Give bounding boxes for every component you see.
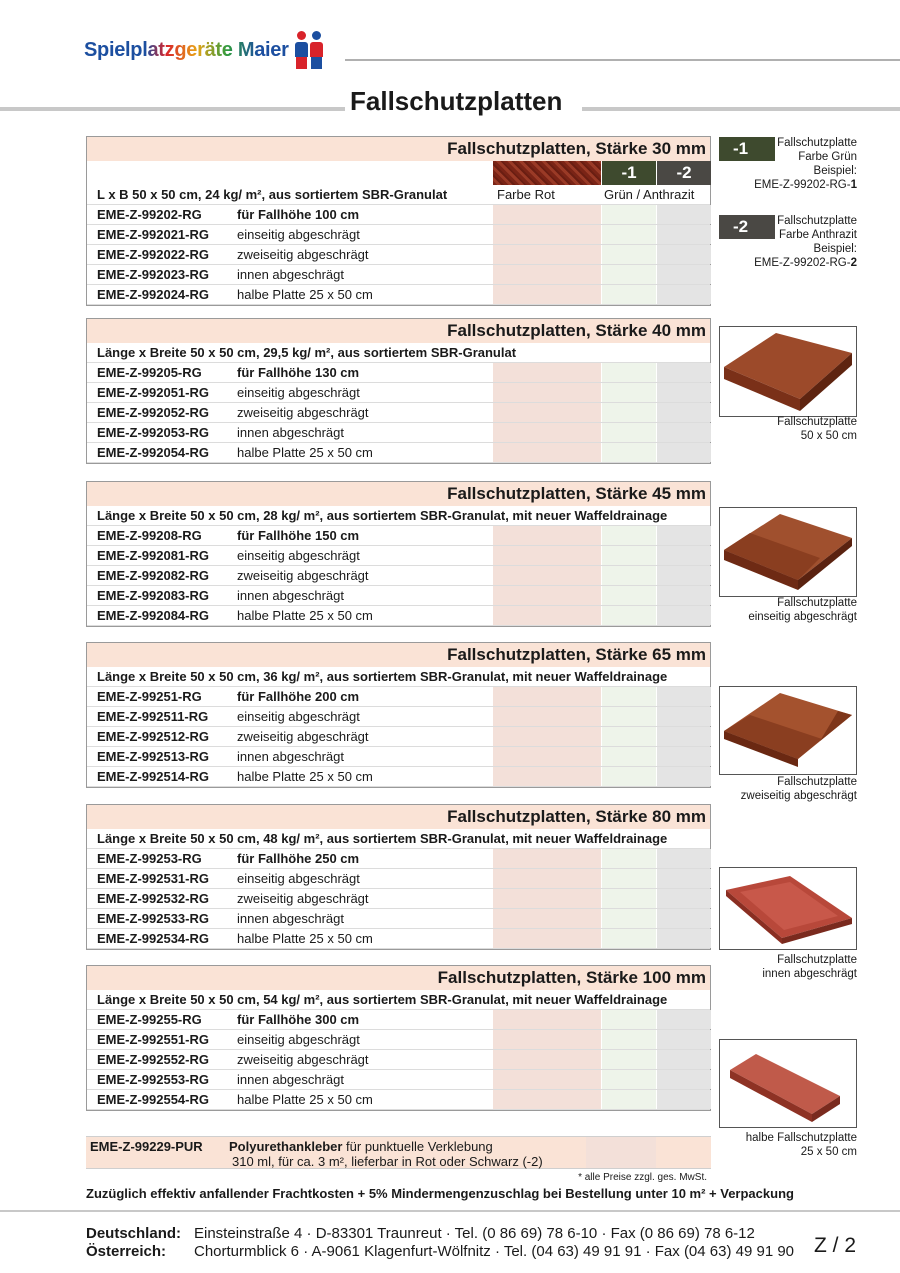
price-cell-anthrazit <box>657 1030 711 1049</box>
article-code: EME-Z-992533-RG <box>97 911 209 926</box>
table-row <box>87 909 710 929</box>
title-rule-left <box>0 107 345 111</box>
article-desc: einseitig abgeschrägt <box>237 227 360 242</box>
article-desc: halbe Platte 25 x 50 cm <box>237 931 373 946</box>
price-cell-rot <box>493 566 601 585</box>
article-code: EME-Z-992082-RG <box>97 568 209 583</box>
table-row <box>87 1070 710 1090</box>
logo-text: Spielplatzgeräte Maier <box>84 38 289 61</box>
address-de: Deutschland: Einsteinstraße 4 · D-83301 Traunreut · Tel. (0 86 69) 78 6-10 · Fax (0 86 69) 78 6-12 <box>86 1225 755 1242</box>
article-desc: zweiseitig abgeschrägt <box>237 729 369 744</box>
price-cell-gruen <box>602 285 656 304</box>
article-code: EME-Z-992081-RG <box>97 548 209 563</box>
price-cell-gruen <box>602 586 656 605</box>
image-caption-3: Fallschutzplatte zweiseitig abgeschrägt <box>740 776 857 802</box>
price-cell-gruen <box>602 546 656 565</box>
pur-code: EME-Z-99229-PUR <box>90 1139 203 1154</box>
price-cell-rot <box>493 727 601 746</box>
price-cell-gruen <box>602 225 656 244</box>
swatch-anthrazit: -2 <box>657 161 711 185</box>
spec-row <box>87 185 710 205</box>
price-cell-gruen <box>602 403 656 422</box>
article-desc: innen abgeschrägt <box>237 1072 344 1087</box>
product-block <box>86 642 711 788</box>
article-code: EME-Z-992024-RG <box>97 287 209 302</box>
article-desc: für Fallhöhe 100 cm <box>237 207 360 222</box>
article-code: EME-Z-992513-RG <box>97 749 209 764</box>
table-row <box>87 1010 710 1030</box>
article-code: EME-Z-992553-RG <box>97 1072 209 1087</box>
table-row <box>87 225 710 245</box>
article-code: EME-Z-992511-RG <box>97 709 209 724</box>
price-cell-anthrazit <box>657 566 711 585</box>
pur-price-cell <box>586 1137 656 1168</box>
logo <box>84 30 323 70</box>
price-cell-anthrazit <box>657 1010 711 1029</box>
price-cell-anthrazit <box>657 363 711 382</box>
article-code: EME-Z-992554-RG <box>97 1092 209 1107</box>
price-cell-rot <box>493 1010 601 1029</box>
image-caption-4: Fallschutzplatte innen abgeschrägt <box>762 954 857 980</box>
footer-rule <box>0 1210 900 1212</box>
price-cell-rot <box>493 205 601 224</box>
table-row <box>87 265 710 285</box>
price-cell-gruen <box>602 1030 656 1049</box>
price-cell-gruen <box>602 909 656 928</box>
block-heading: Fallschutzplatten, Stärke 65 mm <box>87 643 710 667</box>
price-cell-rot <box>493 889 601 908</box>
label-gruen-anthrazit: Grün / Anthrazit <box>604 187 695 202</box>
label-farbe-rot: Farbe Rot <box>497 187 555 202</box>
block-heading: Fallschutzplatten, Stärke 100 mm <box>87 966 710 990</box>
article-code: EME-Z-992532-RG <box>97 891 209 906</box>
spec-row: Länge x Breite 50 x 50 cm, 28 kg/ m², aus sortiertem SBR-Granulat, mit neuer Waffeldrainage <box>87 506 710 526</box>
article-desc: zweiseitig abgeschrägt <box>237 405 369 420</box>
article-desc: zweiseitig abgeschrägt <box>237 247 369 262</box>
price-cell-gruen <box>602 1010 656 1029</box>
price-cell-anthrazit <box>657 849 711 868</box>
table-row <box>87 707 710 727</box>
product-image-halbe <box>719 1039 857 1128</box>
article-desc: für Fallhöhe 300 cm <box>237 1012 360 1027</box>
price-cell-gruen <box>602 205 656 224</box>
article-desc: innen abgeschrägt <box>237 911 344 926</box>
price-cell-gruen <box>602 383 656 402</box>
price-cell-rot <box>493 245 601 264</box>
price-cell-rot <box>493 869 601 888</box>
article-desc: innen abgeschrägt <box>237 267 344 282</box>
price-cell-gruen <box>602 747 656 766</box>
article-desc: einseitig abgeschrägt <box>237 1032 360 1047</box>
article-code: EME-Z-992053-RG <box>97 425 209 440</box>
price-cell-gruen <box>602 363 656 382</box>
price-cell-anthrazit <box>657 205 711 224</box>
table-row <box>87 586 710 606</box>
price-cell-rot <box>493 1090 601 1109</box>
legend-anthrazit-line3: Beispiel: <box>813 243 857 255</box>
article-desc: innen abgeschrägt <box>237 425 344 440</box>
badge-gruen: -1 <box>719 137 775 161</box>
table-row <box>87 889 710 909</box>
price-cell-anthrazit <box>657 1050 711 1069</box>
price-cell-gruen <box>602 889 656 908</box>
price-cell-anthrazit <box>657 225 711 244</box>
article-code: EME-Z-992083-RG <box>97 588 209 603</box>
price-cell-rot <box>493 285 601 304</box>
legend-gruen-line3: Beispiel: <box>813 165 857 177</box>
article-code: EME-Z-99208-RG <box>97 528 202 543</box>
article-desc: zweiseitig abgeschrägt <box>237 568 369 583</box>
swatch-gruen: -1 <box>602 161 656 185</box>
price-cell-anthrazit <box>657 1070 711 1089</box>
image-caption-2: Fallschutzplatte einseitig abgeschrägt <box>748 597 857 623</box>
price-cell-anthrazit <box>657 909 711 928</box>
price-cell-anthrazit <box>657 869 711 888</box>
product-image-innen <box>719 867 857 950</box>
legend-gruen <box>740 136 857 192</box>
image-caption-1: Fallschutzplatte 50 x 50 cm <box>777 416 857 442</box>
article-code: EME-Z-99205-RG <box>97 365 202 380</box>
price-cell-gruen <box>602 687 656 706</box>
article-code: EME-Z-992534-RG <box>97 931 209 946</box>
table-row <box>87 747 710 767</box>
price-cell-rot <box>493 687 601 706</box>
price-cell-anthrazit <box>657 1090 711 1109</box>
price-cell-gruen <box>602 526 656 545</box>
article-desc: innen abgeschrägt <box>237 588 344 603</box>
table-row <box>87 383 710 403</box>
table-row <box>87 929 710 949</box>
price-cell-anthrazit <box>657 929 711 948</box>
table-row <box>87 1090 710 1110</box>
price-cell-gruen <box>602 1050 656 1069</box>
price-cell-gruen <box>602 929 656 948</box>
article-code: EME-Z-99253-RG <box>97 851 202 866</box>
table-row <box>87 1050 710 1070</box>
article-desc: innen abgeschrägt <box>237 749 344 764</box>
spec-row: Länge x Breite 50 x 50 cm, 54 kg/ m², aus sortiertem SBR-Granulat, mit neuer Waffeldrainage <box>87 990 710 1010</box>
block-heading: Fallschutzplatten, Stärke 80 mm <box>87 805 710 829</box>
price-cell-anthrazit <box>657 245 711 264</box>
table-row <box>87 687 710 707</box>
price-cell-anthrazit <box>657 727 711 746</box>
product-image-einseitig <box>719 507 857 597</box>
article-desc: einseitig abgeschrägt <box>237 871 360 886</box>
logo-figures-icon <box>295 31 323 69</box>
price-cell-rot <box>493 909 601 928</box>
table-row <box>87 869 710 889</box>
price-cell-rot <box>493 929 601 948</box>
table-row <box>87 546 710 566</box>
page-title: Fallschutzplatten <box>350 86 563 116</box>
table-row <box>87 767 710 787</box>
article-desc: halbe Platte 25 x 50 cm <box>237 1092 373 1107</box>
article-code: EME-Z-992552-RG <box>97 1052 209 1067</box>
legend-anthrazit-line1: Fallschutzplatte <box>777 215 857 227</box>
price-cell-rot <box>493 1070 601 1089</box>
price-cell-rot <box>493 586 601 605</box>
product-block <box>86 965 711 1111</box>
price-cell-rot <box>493 1050 601 1069</box>
price-cell-gruen <box>602 1090 656 1109</box>
page-number: Z / 2 <box>814 1234 857 1257</box>
price-cell-gruen <box>602 443 656 462</box>
price-cell-rot <box>493 363 601 382</box>
spec-row: Länge x Breite 50 x 50 cm, 29,5 kg/ m², aus sortiertem SBR-Granulat <box>87 343 710 363</box>
article-code: EME-Z-992021-RG <box>97 227 209 242</box>
price-cell-anthrazit <box>657 443 711 462</box>
table-row <box>87 205 710 225</box>
table-row <box>87 443 710 463</box>
price-cell-anthrazit <box>657 546 711 565</box>
address-at: Österreich: Chorturmblick 6 · A-9061 Klagenfurt-Wölfnitz · Tel. (04 63) 49 91 91 · Fax (04 63) 49 91 90 <box>86 1243 795 1260</box>
article-desc: einseitig abgeschrägt <box>237 709 360 724</box>
table-row <box>87 849 710 869</box>
article-code: EME-Z-992531-RG <box>97 871 209 886</box>
price-cell-gruen <box>602 869 656 888</box>
price-cell-rot <box>493 443 601 462</box>
price-cell-rot <box>493 767 601 786</box>
product-image-zweiseitig <box>719 686 857 775</box>
price-cell-gruen <box>602 423 656 442</box>
article-code: EME-Z-992054-RG <box>97 445 209 460</box>
image-caption-5: halbe Fallschutzplatte 25 x 50 cm <box>745 1132 857 1158</box>
price-cell-anthrazit <box>657 285 711 304</box>
price-cell-anthrazit <box>657 265 711 284</box>
title-rule-right <box>582 107 900 111</box>
price-cell-rot <box>493 747 601 766</box>
legend-gruen-line4: EME-Z-99202-RG-1 <box>754 179 857 191</box>
table-row <box>87 1030 710 1050</box>
table-row <box>87 423 710 443</box>
legend-anthrazit-line2: Farbe Anthrazit <box>779 229 857 241</box>
price-cell-rot <box>493 1030 601 1049</box>
price-cell-gruen <box>602 265 656 284</box>
pur-text1: Polyurethankleber für punktuelle Verklebung <box>229 1139 493 1154</box>
table-row <box>87 403 710 423</box>
article-desc: einseitig abgeschrägt <box>237 385 360 400</box>
article-desc: halbe Platte 25 x 50 cm <box>237 769 373 784</box>
product-block <box>86 804 711 950</box>
article-code: EME-Z-992551-RG <box>97 1032 209 1047</box>
vat-note: * alle Preise zzgl. ges. MwSt. <box>578 1172 707 1183</box>
article-code: EME-Z-992512-RG <box>97 729 209 744</box>
price-cell-gruen <box>602 566 656 585</box>
table-row <box>87 606 710 626</box>
article-code: EME-Z-992051-RG <box>97 385 209 400</box>
article-code: EME-Z-99251-RG <box>97 689 202 704</box>
color-swatch-row <box>87 161 710 185</box>
swatch-rot <box>493 161 601 185</box>
article-desc: für Fallhöhe 130 cm <box>237 365 360 380</box>
article-desc: einseitig abgeschrägt <box>237 548 360 563</box>
price-cell-anthrazit <box>657 707 711 726</box>
price-cell-rot <box>493 403 601 422</box>
legend-gruen-line2: Farbe Grün <box>798 151 857 163</box>
product-block-30mm <box>86 136 711 306</box>
table-row <box>87 285 710 305</box>
article-code: EME-Z-992023-RG <box>97 267 209 282</box>
price-cell-rot <box>493 606 601 625</box>
article-code: EME-Z-99202-RG <box>97 207 202 222</box>
legend-anthrazit-line4: EME-Z-99202-RG-2 <box>754 257 857 269</box>
article-code: EME-Z-992084-RG <box>97 608 209 623</box>
article-code: EME-Z-992052-RG <box>97 405 209 420</box>
pur-text2: 310 ml, für ca. 3 m², lieferbar in Rot oder Schwarz (-2) <box>232 1154 543 1169</box>
price-cell-gruen <box>602 245 656 264</box>
spec-row: Länge x Breite 50 x 50 cm, 36 kg/ m², aus sortiertem SBR-Granulat, mit neuer Waffeldrainage <box>87 667 710 687</box>
product-image-plate <box>719 326 857 417</box>
product-block <box>86 318 711 464</box>
article-desc: für Fallhöhe 250 cm <box>237 851 360 866</box>
table-row <box>87 363 710 383</box>
price-cell-rot <box>493 849 601 868</box>
article-code: EME-Z-99255-RG <box>97 1012 202 1027</box>
pur-adhesive-row <box>86 1136 711 1169</box>
price-cell-anthrazit <box>657 687 711 706</box>
article-desc: halbe Platte 25 x 50 cm <box>237 608 373 623</box>
price-cell-rot <box>493 383 601 402</box>
price-cell-anthrazit <box>657 889 711 908</box>
table-row <box>87 245 710 265</box>
legend-gruen-line1: Fallschutzplatte <box>777 137 857 149</box>
table-row <box>87 526 710 546</box>
article-code: EME-Z-992514-RG <box>97 769 209 784</box>
price-cell-anthrazit <box>657 747 711 766</box>
spec-row: Länge x Breite 50 x 50 cm, 48 kg/ m², aus sortiertem SBR-Granulat, mit neuer Waffeldrainage <box>87 829 710 849</box>
price-cell-anthrazit <box>657 383 711 402</box>
article-desc: für Fallhöhe 150 cm <box>237 528 360 543</box>
article-desc: halbe Platte 25 x 50 cm <box>237 287 373 302</box>
article-desc: für Fallhöhe 200 cm <box>237 689 360 704</box>
price-cell-rot <box>493 707 601 726</box>
price-cell-gruen <box>602 767 656 786</box>
legend-anthrazit <box>740 214 857 270</box>
price-cell-gruen <box>602 606 656 625</box>
article-desc: zweiseitig abgeschrägt <box>237 1052 369 1067</box>
block-heading: Fallschutzplatten, Stärke 30 mm <box>87 137 710 161</box>
block-heading: Fallschutzplatten, Stärke 45 mm <box>87 482 710 506</box>
price-cell-rot <box>493 423 601 442</box>
badge-anthrazit: -2 <box>719 215 775 239</box>
table-row <box>87 566 710 586</box>
price-cell-rot <box>493 265 601 284</box>
price-cell-anthrazit <box>657 526 711 545</box>
price-cell-rot <box>493 526 601 545</box>
price-cell-rot <box>493 546 601 565</box>
spec-text: L x B 50 x 50 cm, 24 kg/ m², aus sortiertem SBR-Granulat <box>97 187 448 202</box>
price-cell-rot <box>493 225 601 244</box>
price-cell-gruen <box>602 1070 656 1089</box>
article-desc: halbe Platte 25 x 50 cm <box>237 445 373 460</box>
product-block <box>86 481 711 627</box>
header-rule <box>345 59 900 61</box>
price-cell-gruen <box>602 849 656 868</box>
price-cell-gruen <box>602 707 656 726</box>
article-code: EME-Z-992022-RG <box>97 247 209 262</box>
table-row <box>87 727 710 747</box>
article-desc: zweiseitig abgeschrägt <box>237 891 369 906</box>
price-cell-gruen <box>602 727 656 746</box>
block-heading: Fallschutzplatten, Stärke 40 mm <box>87 319 710 343</box>
freight-note: Zuzüglich effektiv anfallender Frachtkosten + 5% Mindermengenzuschlag bei Bestellung unter 10 m² + Verpackung <box>86 1186 794 1201</box>
